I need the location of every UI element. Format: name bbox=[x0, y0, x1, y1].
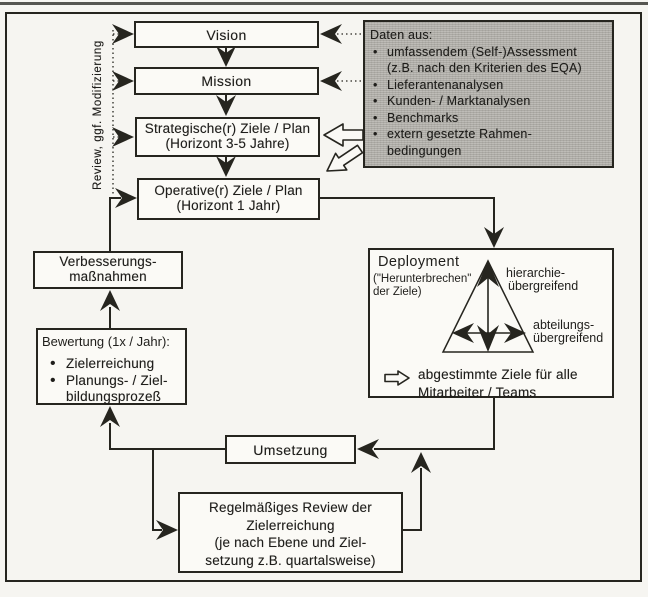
operative-goals-box bbox=[137, 178, 320, 220]
strategic-goals-line2: (Horizont 3-5 Jahre) bbox=[165, 136, 290, 151]
page-top-rule bbox=[0, 2, 648, 5]
regular-review-line4: setzung z.B. quartalsweise) bbox=[205, 552, 376, 568]
evaluation-item-planning-cont: bildungsprozeß bbox=[66, 389, 162, 404]
implementation-box bbox=[225, 435, 356, 464]
data-sources-box bbox=[363, 20, 614, 168]
data-source-item-assessment-cont: (z.B. nach den Kriterien des EQA) bbox=[387, 61, 582, 75]
review-modification-label: Review, ggf. Modifizierung bbox=[92, 40, 104, 190]
data-source-item-customers: Kunden- / Marktanalysen bbox=[387, 94, 531, 108]
data-source-item-external-cont: bedingungen bbox=[387, 143, 462, 158]
mission-label: Mission bbox=[201, 73, 252, 89]
regular-review-line2: Zielerreichung bbox=[246, 517, 335, 533]
vision-box bbox=[134, 21, 319, 48]
data-sources-title: Daten aus: bbox=[370, 28, 433, 42]
regular-review-line3: (je nach Ebene und Ziel- bbox=[214, 535, 367, 550]
evaluation-box bbox=[36, 328, 187, 405]
vision-label: Vision bbox=[206, 27, 247, 43]
bullet-icon: • bbox=[373, 110, 378, 125]
regular-review-box bbox=[178, 492, 403, 573]
improvement-actions-line1: Verbesserungs- bbox=[59, 254, 157, 269]
deployment-result-line2: Mitarbeiter / Teams bbox=[418, 385, 537, 400]
data-source-item-suppliers: Lieferantenanalysen bbox=[387, 77, 504, 92]
deployment-box bbox=[368, 248, 614, 398]
department-label-line2: übergreifend bbox=[533, 331, 604, 345]
bullet-icon: • bbox=[373, 127, 378, 141]
evaluation-item-goal-achievement: Zielerreichung bbox=[66, 356, 155, 371]
strategic-goals-line1: Strategische(r) Ziele / Plan bbox=[144, 121, 311, 136]
mission-box bbox=[134, 67, 319, 95]
operative-goals-line2: (Horizont 1 Jahr) bbox=[176, 198, 281, 213]
evaluation-item-planning: Planungs- / Ziel- bbox=[66, 373, 168, 388]
bullet-icon: • bbox=[50, 372, 56, 389]
data-source-item-assessment: umfassendem (Self-)Assessment bbox=[387, 44, 577, 59]
implementation-label: Umsetzung bbox=[253, 442, 328, 458]
regular-review-line1: Regelmäßiges Review der bbox=[209, 500, 372, 515]
deployment-title: Deployment bbox=[378, 254, 460, 270]
strategic-goals-box bbox=[135, 117, 320, 157]
data-source-item-external: extern gesetzte Rahmen- bbox=[387, 127, 532, 141]
deployment-result-line1: abgestimmte Ziele für alle bbox=[418, 367, 578, 382]
bullet-icon: • bbox=[373, 44, 378, 59]
data-source-item-benchmarks: Benchmarks bbox=[387, 110, 459, 125]
evaluation-title: Bewertung (1x / Jahr): bbox=[42, 334, 170, 349]
improvement-actions-box bbox=[33, 251, 183, 289]
hierarchy-label-line1: hierarchie- bbox=[506, 266, 566, 280]
deployment-subtitle-line1: ("Herunterbrechen" bbox=[373, 273, 472, 285]
bullet-icon: • bbox=[373, 77, 378, 92]
department-label-line1: abteilungs- bbox=[533, 318, 595, 332]
improvement-actions-line2: maßnahmen bbox=[69, 269, 147, 284]
hierarchy-label-line2: übergreifend bbox=[508, 279, 579, 293]
bullet-icon: • bbox=[373, 94, 378, 108]
deployment-subtitle-line2: der Ziele) bbox=[373, 286, 422, 298]
bullet-icon: • bbox=[50, 355, 56, 372]
operative-goals-line1: Operative(r) Ziele / Plan bbox=[154, 183, 303, 198]
